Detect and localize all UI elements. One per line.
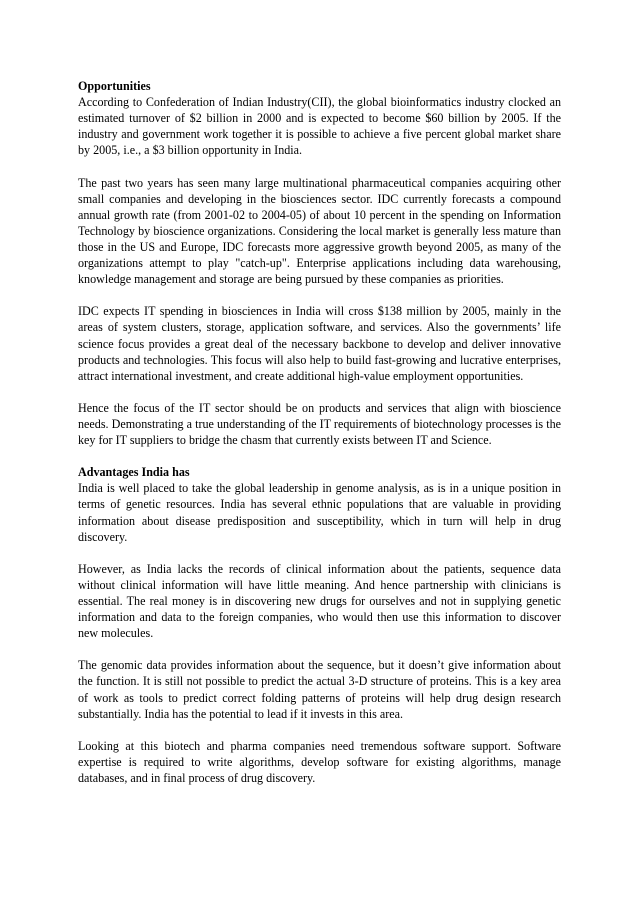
- section-heading: Advantages India has: [78, 465, 190, 480]
- section-heading: Opportunities: [78, 79, 151, 93]
- document-body: [78, 78, 561, 802]
- section-opportunities: [78, 78, 561, 448]
- paragraph: India is well placed to take the global leadership in genome analysis, as is in a unique position in terms of genetic resources. India has several ethnic populations that are valuable in providing information about disease predisposition and susceptibility, which in turn will help in drug discovery.: [78, 481, 561, 544]
- section-advantages-india-has: [78, 464, 561, 786]
- paragraph: Hence the focus of the IT sector should be on products and services that align with bioscience needs. Demonstrating a true understanding of the IT requirements of biotechnology processes is the key for IT suppliers to bridge the chasm that currently exists between IT and Science.: [78, 400, 561, 448]
- paragraph: However, as India lacks the records of clinical information about the patients, sequence data without clinical information will have little meaning. And hence partnership with clinicians is essential. The real money is in discovering new drugs for ourselves and not in supplying genetic information and data to the foreign companies, who would then use this information to discover new molecules.: [78, 561, 561, 641]
- paragraph: The past two years has seen many large multinational pharmaceutical companies acquiring other small companies and developing in the biosciences sector. IDC currently forecasts a compound annual growth rate (from 2001-02 to 2004-05) of about 10 percent in the spending on Information Technology by bioscience organizations. Considering the local market is generally less mature than those in the US and Europe, IDC forecasts more aggressive growth beyond 2005, as many of the organizations attempt to play "catch-up". Enterprise applications including data warehousing, knowledge management and storage are being pursued by these companies as priorities.: [78, 175, 561, 287]
- paragraph: Looking at this biotech and pharma companies need tremendous software support. Software expertise is required to write algorithms, develop software for existing algorithms, manage databases, and in final process of drug discovery.: [78, 738, 561, 786]
- paragraph: IDC expects IT spending in biosciences in India will cross $138 million by 2005, mainly in the areas of system clusters, storage, application software, and services. Also the governments’ life science focus provides a great deal of the necessary backbone to develop and deliver innovative products and technologies. This focus will also help to build fast-growing and lucrative enterprises, attract international investment, and create additional high-value employment opportunities.: [78, 304, 561, 383]
- paragraph: According to Confederation of Indian Industry(CII), the global bioinformatics industry clocked an estimated turnover of $2 billion in 2000 and is expected to become $60 billion by 2005. If the industry and government work together it is possible to achieve a five percent global market share by 2005, i.e., a $3 billion opportunity in India.: [78, 95, 561, 158]
- paragraph: The genomic data provides information about the sequence, but it doesn’t give information about the function. It is still not possible to predict the actual 3-D structure of proteins. This is a key area of work as tools to predict correct folding patterns of proteins will help drug design research substantially. India has the potential to lead if it invests in this area.: [78, 658, 561, 721]
